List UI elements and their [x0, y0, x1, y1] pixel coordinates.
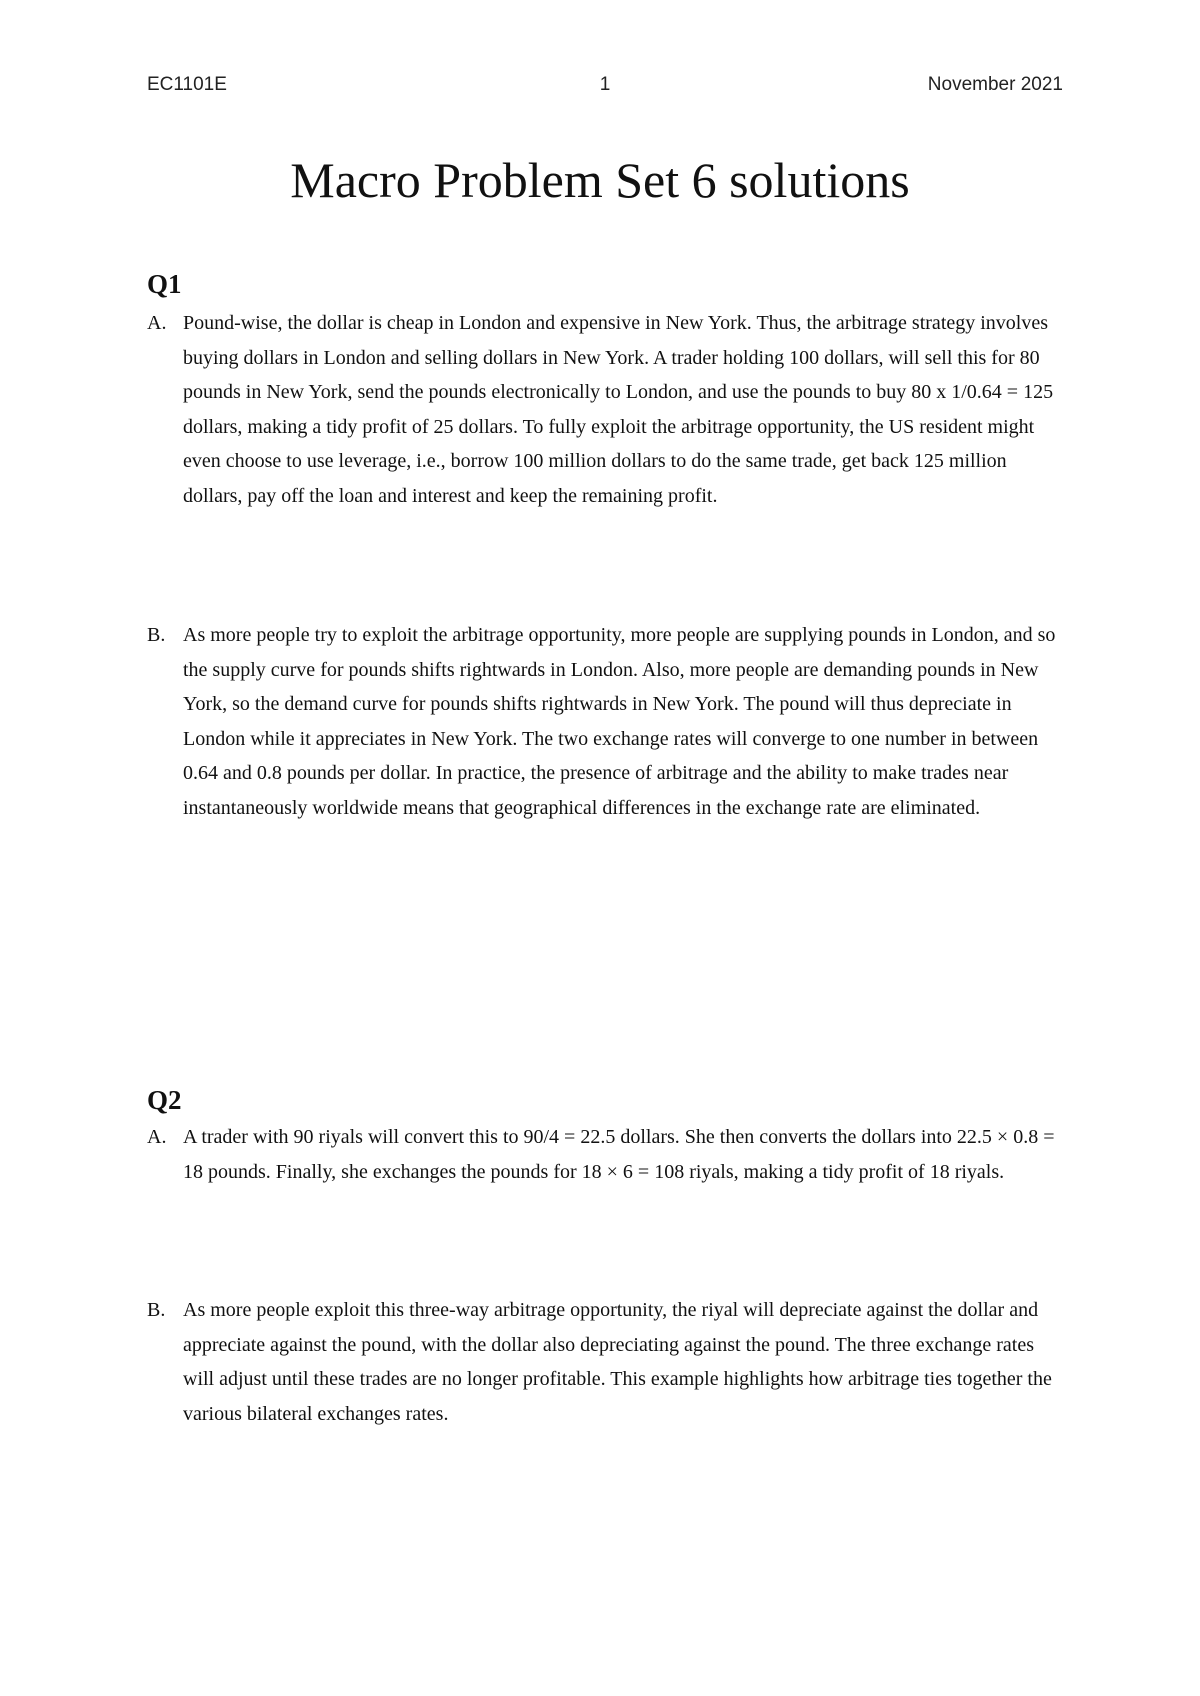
question-2-heading: Q2	[147, 1085, 182, 1115]
question-1-heading: Q1	[147, 269, 182, 299]
part-text: As more people try to exploit the arbitrage opportunity, more people are supplying pounds in London, and so the supply curve for pounds shifts rightwards in London. Also, more people are demanding pounds in New York, so the demand curve for pounds shifts rightwards in New York. The pound will thus depreciate in London while it appreciates in New York. The two exchange rates will converge to one number in between 0.64 and 0.8 pounds per dollar. In practice, the presence of arbitrage and the ability to make trades near instantaneously worldwide means that geographical differences in the exchange rate are eliminated.	[183, 624, 1056, 819]
document-date: November 2021	[927, 74, 1063, 95]
question-1-part-a	[147, 306, 1067, 513]
question-2-part-a	[147, 1120, 1067, 1189]
part-marker: B.	[147, 1299, 166, 1321]
part-text: A trader with 90 riyals will convert this to 90/4 = 22.5 dollars. She then converts the dollars into 22.5 × 0.8 = 18 pounds. Finally, she exchanges the pounds for 18 × 6 = 108 riyals, making a tidy profit of 18 riyals.	[183, 1126, 1055, 1183]
course-code: EC1101E	[147, 74, 227, 95]
part-text: As more people exploit this three-way arbitrage opportunity, the riyal will depreciate against the dollar and appreciate against the pound, with the dollar also depreciating against the pound. The three exchange rates will adjust until these trades are no longer profitable. This example highlights how arbitrage ties together the various bilateral exchanges rates.	[183, 1299, 1052, 1425]
question-1-part-b	[147, 618, 1067, 825]
question-2-part-b	[147, 1293, 1067, 1431]
part-marker: A.	[147, 1126, 167, 1148]
part-marker: B.	[147, 624, 166, 646]
part-marker: A.	[147, 312, 167, 334]
page-number: 1	[599, 74, 611, 95]
page-title: Macro Problem Set 6 solutions	[290, 152, 910, 208]
part-text: Pound-wise, the dollar is cheap in London and expensive in New York. Thus, the arbitrage strategy involves buying dollars in London and selling dollars in New York. A trader holding 100 dollars, will sell this for 80 pounds in New York, send the pounds electronically to London, and use the pounds to buy 80 x 1/0.64 = 125 dollars, making a tidy profit of 25 dollars. To fully exploit the arbitrage opportunity, the US resident might even choose to use leverage, i.e., borrow 100 million dollars to do the same trade, get back 125 million dollars, pay off the loan and interest and keep the remaining profit.	[183, 312, 1054, 507]
page-header	[147, 74, 1063, 104]
